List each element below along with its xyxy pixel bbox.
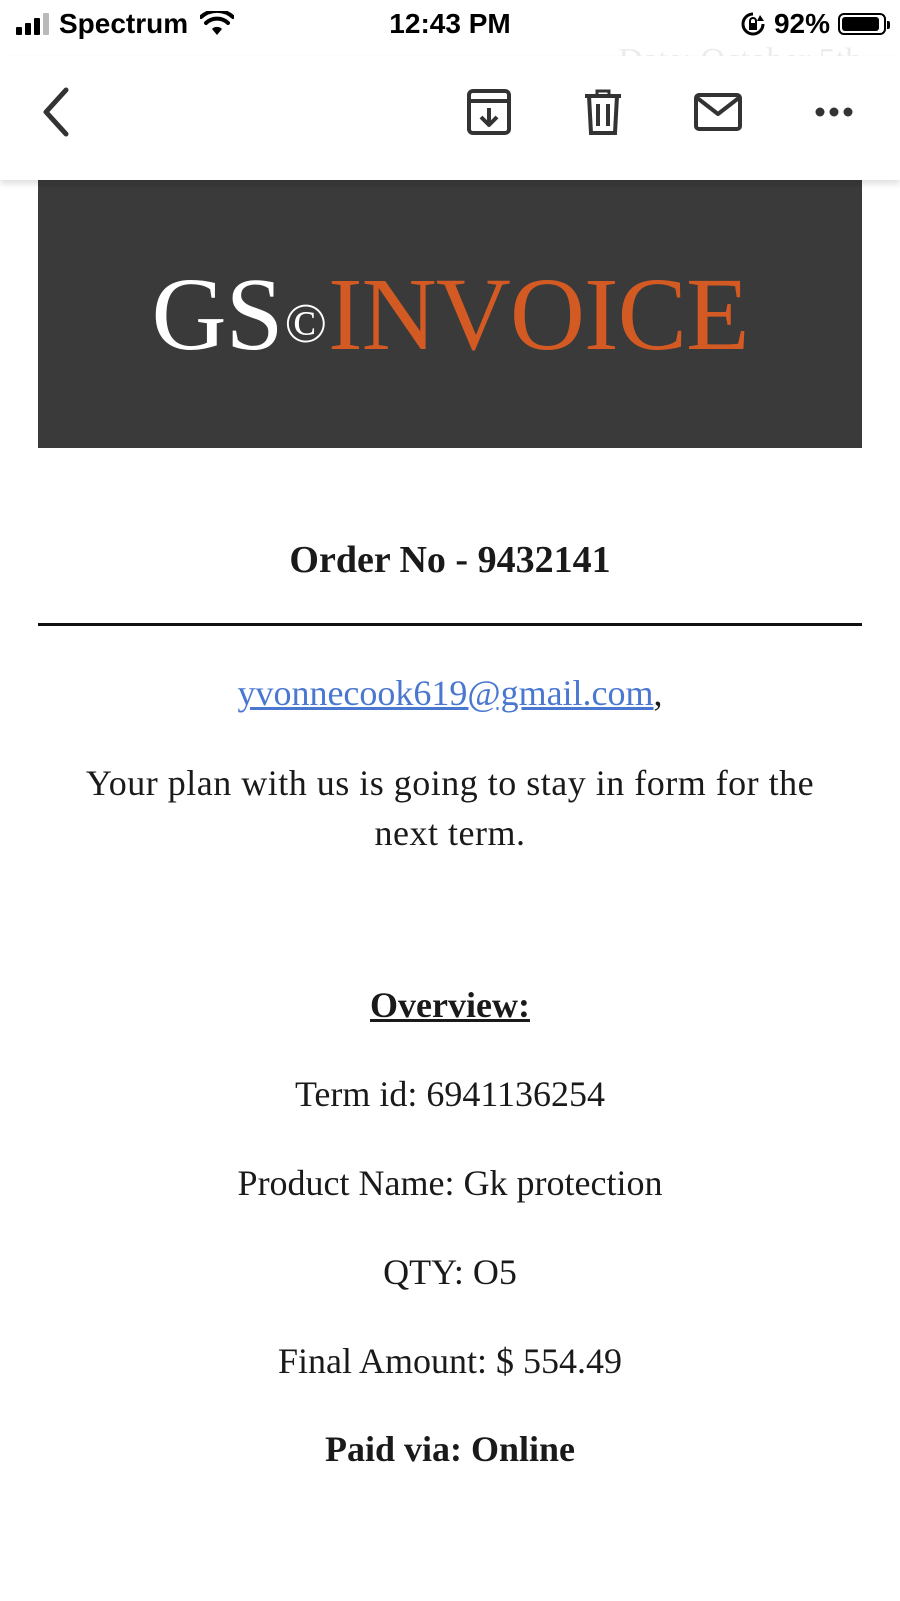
email-comma: , [653,673,663,713]
invoice-title: INVOICE [328,256,749,372]
mail-icon [693,92,743,132]
paid-via-value: Online [470,1429,576,1469]
back-chevron-icon [38,86,72,138]
copyright-symbol: © [284,293,326,355]
overview-heading: Overview: [370,985,530,1025]
status-time: 12:43 PM [389,8,511,39]
plan-message: Your plan with us is going to stay in form for the next term. [85,763,815,853]
rotation-lock-icon [740,11,766,37]
delete-button[interactable] [578,84,628,140]
paid-via [0,1428,900,1470]
archive-button[interactable] [462,84,516,140]
status-right [740,8,886,40]
paid-via-label: Paid via: [324,1429,462,1469]
term-id: Term id: 6941136254 [294,1074,606,1114]
back-button[interactable] [30,82,80,142]
recipient-email-line [0,672,900,714]
email-link[interactable]: yvonnecook619@gmail.com [237,673,654,713]
more-dots-icon [814,106,854,118]
mail-action-bar [0,56,900,180]
divider-line [38,623,862,626]
carrier-name: Spectrum [59,8,189,39]
battery-level-fill [842,17,879,31]
battery-icon [838,13,886,35]
order-number: Order No - 9432141 [289,539,611,581]
quantity: QTY: O5 [383,1252,517,1292]
brand-text: GS [151,256,283,372]
mark-unread-button[interactable] [690,84,746,140]
trash-icon [583,88,623,136]
invoice-banner [38,180,862,448]
final-amount: Final Amount: $ 554.49 [277,1341,623,1381]
more-options-button[interactable] [806,84,862,140]
archive-icon [466,88,512,136]
product-name: Product Name: Gk protection [237,1163,663,1203]
battery-percent: 92% [773,8,830,39]
